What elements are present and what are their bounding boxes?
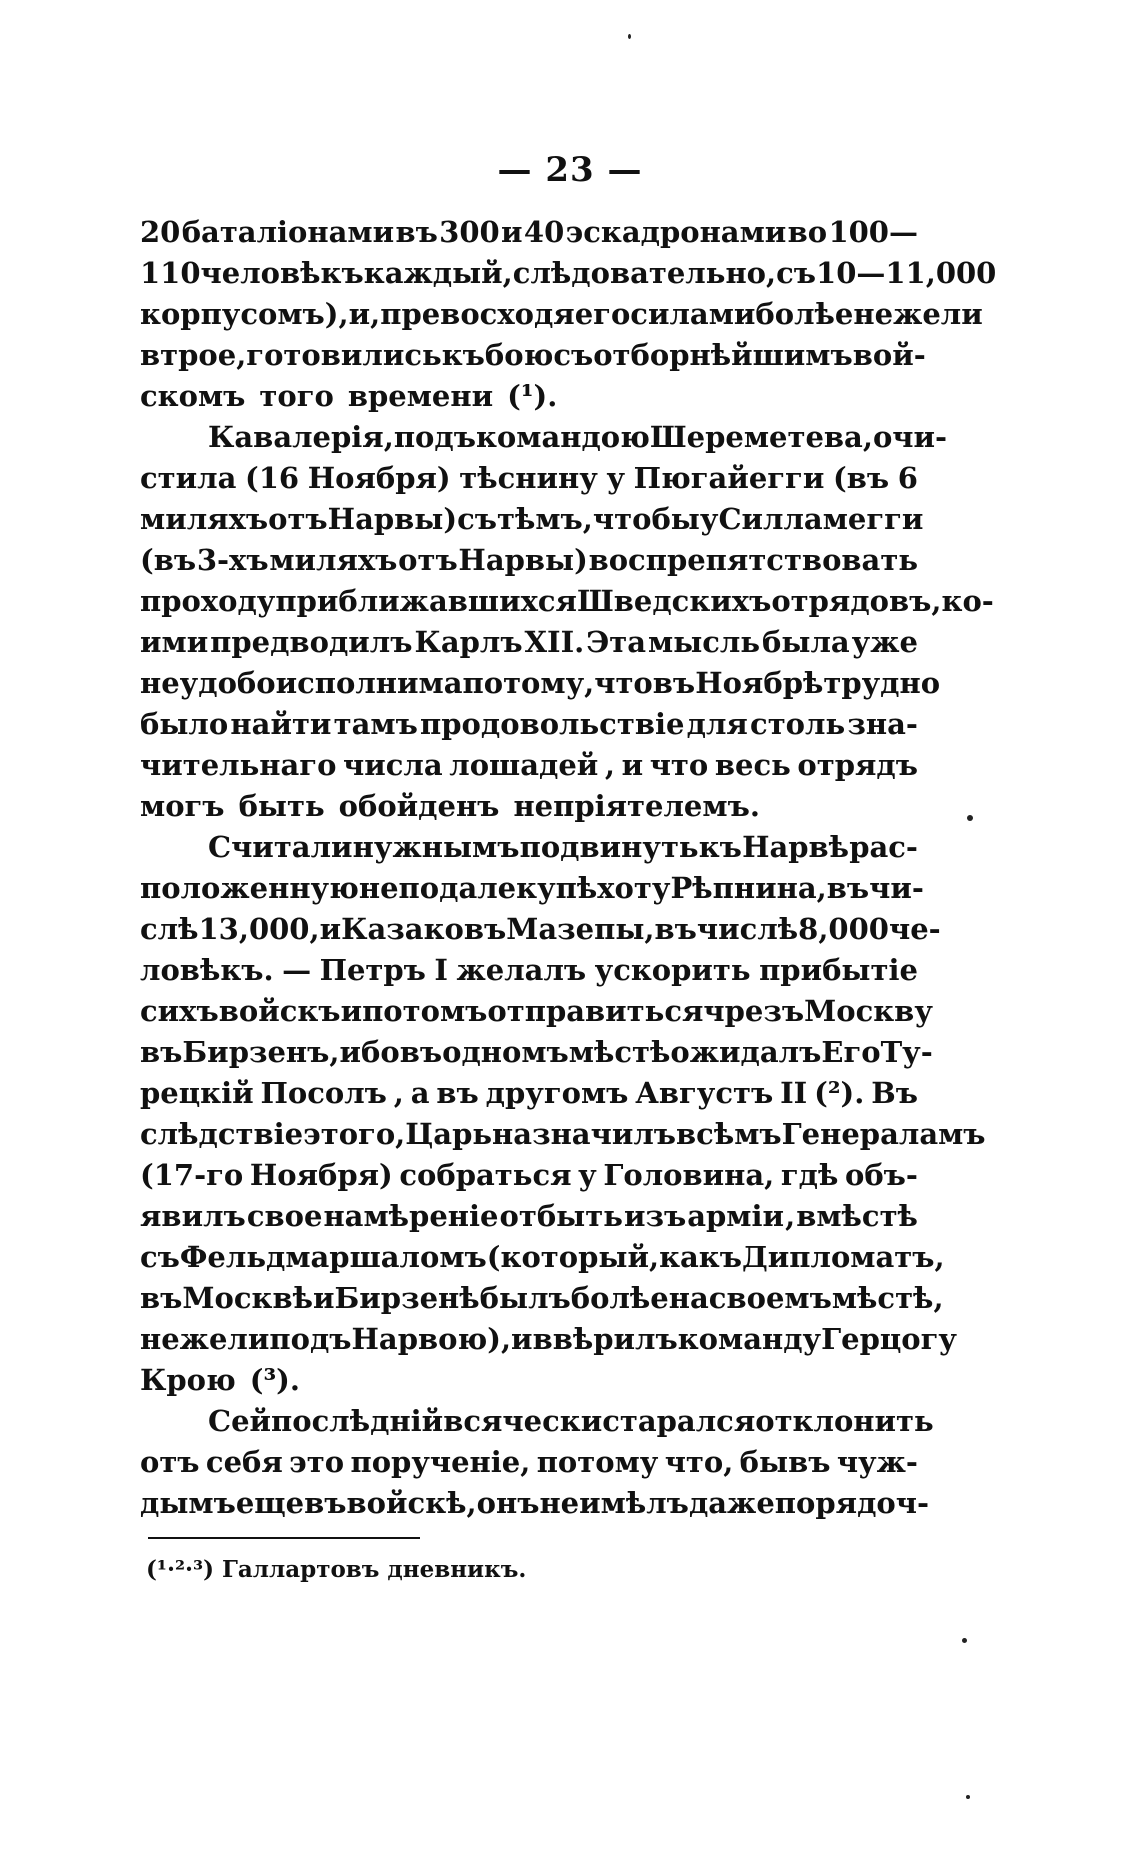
word: чуж- <box>836 1445 918 1479</box>
word: эскадронами <box>565 215 787 249</box>
word: чительнаго <box>140 748 337 782</box>
word: ловѣкъ. <box>140 953 274 987</box>
word: одномъ <box>442 1035 569 1069</box>
word: въ <box>652 666 696 700</box>
word: ускорить <box>594 953 751 987</box>
word: тѣснину <box>459 461 598 495</box>
word: проходу <box>140 584 276 618</box>
word: Ноябрѣ <box>695 666 824 700</box>
word: и <box>340 994 363 1028</box>
word: ввѣрилъ <box>532 1322 678 1356</box>
footnote: (¹·²·³) Галлартовъ дневникъ. <box>146 1556 527 1583</box>
word: отбыть <box>499 1199 623 1233</box>
text-line <box>140 991 933 1032</box>
word: свое <box>246 1199 323 1233</box>
word: во <box>787 215 828 249</box>
word: на <box>668 1281 709 1315</box>
word: Ноября) <box>249 1158 393 1192</box>
word: а <box>410 1076 430 1110</box>
word: (16 <box>245 461 300 495</box>
word: потомъ <box>362 994 488 1028</box>
word: мысль <box>648 625 761 659</box>
word: не <box>358 871 399 905</box>
text-line <box>140 294 983 335</box>
word: въ <box>436 1076 479 1110</box>
word: съ <box>776 256 817 290</box>
word: воспрепятствовать <box>588 543 918 577</box>
word: собраться <box>399 1158 572 1192</box>
word: рас- <box>849 830 918 864</box>
word: превосходя <box>380 297 575 331</box>
word: явилъ <box>140 1199 246 1233</box>
word: II <box>780 1076 808 1110</box>
word: Бирзенъ, <box>182 1035 340 1069</box>
word: его <box>574 297 631 331</box>
word: обойденъ <box>338 789 500 823</box>
word: порядоч- <box>774 1486 930 1520</box>
text-line <box>140 622 918 663</box>
word: 110 <box>140 256 201 290</box>
text-line <box>140 1032 933 1073</box>
word: отборнѣйшимъ <box>593 338 853 372</box>
text-line <box>140 1196 918 1237</box>
word: объ- <box>845 1158 918 1192</box>
word: отъ <box>140 1445 200 1479</box>
text-line <box>140 950 918 991</box>
word: че- <box>888 912 941 946</box>
word: всѣмъ <box>676 1117 782 1151</box>
text-line <box>140 704 918 745</box>
word: Нарвѣ <box>742 830 850 864</box>
word: гдѣ <box>780 1158 839 1192</box>
word: чи- <box>869 871 924 905</box>
word: Бирзенѣ <box>334 1281 480 1315</box>
text-line <box>140 499 924 540</box>
word: и <box>501 215 523 249</box>
word: для <box>686 707 748 741</box>
text-line <box>140 376 918 417</box>
text-line <box>140 868 924 909</box>
word: Ноября) <box>307 461 451 495</box>
text-line <box>140 540 918 581</box>
word: сихъ <box>140 994 219 1028</box>
word: этого, <box>303 1117 406 1151</box>
word: изъ <box>623 1199 687 1233</box>
text-line <box>140 335 926 376</box>
word: скомъ <box>140 379 246 413</box>
word: слѣдствіе <box>140 1117 304 1151</box>
word: въ <box>140 1035 183 1069</box>
word: и <box>319 912 342 946</box>
word: каждый, <box>363 256 513 290</box>
word: вой- <box>852 338 926 372</box>
word: слѣдовательно, <box>512 256 777 290</box>
word: съ <box>553 338 594 372</box>
word: времени <box>347 379 494 413</box>
word: (³). <box>249 1363 300 1397</box>
word: Нарвы) <box>458 543 588 577</box>
word: баталіонами <box>181 215 395 249</box>
text-line <box>140 212 918 253</box>
word: положенную <box>140 871 359 905</box>
word: человѣкъ <box>200 256 364 290</box>
word: зна- <box>847 707 918 741</box>
word: ожидалъ <box>670 1035 822 1069</box>
word: Шведскихъ <box>576 584 772 618</box>
word: тѣмъ, <box>497 502 593 536</box>
word: (который <box>486 1240 649 1274</box>
word: , <box>785 1199 796 1233</box>
body-text <box>140 212 997 1524</box>
word: и, <box>348 297 381 331</box>
word: старался <box>602 1404 756 1438</box>
word: Москву <box>804 994 933 1028</box>
word: порученіе, <box>350 1445 531 1479</box>
word: что <box>649 748 709 782</box>
scan-speck <box>628 34 631 39</box>
word: даже <box>688 1486 775 1520</box>
word: у <box>606 461 626 495</box>
word: Ту- <box>880 1035 933 1069</box>
word: въ <box>395 215 438 249</box>
word: 300 <box>439 215 500 249</box>
word: Казаковъ <box>341 912 507 946</box>
word: потому, <box>462 666 595 700</box>
word: другомъ <box>485 1076 629 1110</box>
word: къ <box>441 338 485 372</box>
word: Сей <box>208 1404 272 1438</box>
word: (17-го <box>140 1158 244 1192</box>
word: что <box>594 666 653 700</box>
word: столь <box>750 707 846 741</box>
word: послѣдній <box>271 1404 444 1438</box>
word: лошадей <box>449 748 599 782</box>
word: мѣстѣ, <box>831 1281 944 1315</box>
word: былъ <box>479 1281 571 1315</box>
word: , <box>648 1240 660 1274</box>
word: продовольствіе <box>420 707 685 741</box>
text-line <box>140 827 918 868</box>
word: у <box>578 1158 597 1192</box>
word: Герцогу <box>821 1322 957 1356</box>
word: Генераламъ <box>781 1117 986 1151</box>
word: бывъ <box>739 1445 831 1479</box>
word: ими <box>140 625 209 659</box>
word: всячески <box>443 1404 603 1438</box>
word: отрядъ <box>797 748 918 782</box>
word: своемъ <box>708 1281 832 1315</box>
text-line <box>140 253 997 294</box>
text-line <box>140 786 918 827</box>
word: миляхъ <box>140 502 269 536</box>
word: Въ <box>871 1076 918 1110</box>
word: въ <box>826 871 870 905</box>
word: нужнымъ <box>352 830 520 864</box>
word: Москвѣ <box>182 1281 313 1315</box>
word: къ <box>698 830 742 864</box>
text-line <box>140 581 994 622</box>
word: Его <box>821 1035 881 1069</box>
word: подъ <box>393 420 476 454</box>
text-line <box>140 1155 918 1196</box>
word: Крою <box>140 1363 236 1397</box>
word: какъ <box>659 1240 742 1274</box>
word: и <box>621 748 644 782</box>
text-line <box>140 1073 918 1114</box>
word: нежели <box>853 297 983 331</box>
word: 13,000, <box>198 912 320 946</box>
word: того <box>259 379 334 413</box>
word: трудно <box>823 666 941 700</box>
word: потому <box>536 1445 659 1479</box>
word: 6 <box>897 461 918 495</box>
text-line <box>140 1114 986 1155</box>
word: втрое, <box>140 338 247 372</box>
word: слѣ <box>140 912 199 946</box>
word: непріятелемъ. <box>513 789 760 823</box>
word: рецкій <box>140 1076 254 1110</box>
word: бою <box>484 338 554 372</box>
word: , <box>393 1076 404 1110</box>
scan-speck <box>966 1795 970 1799</box>
word: и <box>313 1281 335 1315</box>
text-line <box>140 745 918 786</box>
word: — <box>282 953 312 987</box>
text-line <box>140 417 948 458</box>
scan-speck <box>962 1638 967 1643</box>
word: подвинуть <box>519 830 699 864</box>
word: Карлъ <box>414 625 523 659</box>
word: стила <box>140 461 237 495</box>
word: Шереметева <box>649 420 863 454</box>
word: (въ <box>140 543 197 577</box>
word: числѣ <box>696 912 799 946</box>
word: Мазепы, <box>506 912 655 946</box>
text-line <box>140 1360 918 1401</box>
word: это <box>289 1445 345 1479</box>
text-line <box>140 1278 944 1319</box>
word: Эта <box>586 625 647 659</box>
text-line <box>140 1401 934 1442</box>
word: Головина, <box>603 1158 775 1192</box>
word: намѣреніе <box>323 1199 499 1233</box>
word: неудобоисполнима <box>140 666 463 700</box>
word: болѣе <box>755 297 854 331</box>
word: чтобы <box>592 502 700 536</box>
word: Фельдмаршаломъ <box>179 1240 487 1274</box>
word: въ <box>654 912 697 946</box>
word: Дипломатъ, <box>742 1240 945 1274</box>
word: командою <box>475 420 650 454</box>
text-line <box>140 663 941 704</box>
word: онъ <box>476 1486 540 1520</box>
word: пѣхоту <box>555 871 671 905</box>
word: Нарвою), <box>351 1322 512 1356</box>
word: приближавшихся <box>275 584 577 618</box>
word: (²). <box>814 1076 865 1110</box>
word: тамъ <box>333 707 418 741</box>
word: очи- <box>872 420 948 454</box>
word: (¹). <box>507 379 558 413</box>
word: съ <box>457 502 497 536</box>
text-line <box>140 458 918 499</box>
word: была <box>762 625 850 659</box>
text-line <box>140 1483 930 1524</box>
word: отъ <box>268 502 328 536</box>
word: предводилъ <box>210 625 413 659</box>
word: Кавалерія, <box>208 420 394 454</box>
word: готовились <box>246 338 442 372</box>
word: Рѣпнина, <box>670 871 827 905</box>
footnote-separator <box>148 1537 420 1539</box>
word: 3-хъ <box>196 543 269 577</box>
scan-speck <box>967 815 973 821</box>
word: Пюгайегги <box>633 461 825 495</box>
word: Посолъ <box>260 1076 387 1110</box>
word: Считали <box>208 830 353 864</box>
word: еще <box>235 1486 305 1520</box>
word: въ <box>399 1035 443 1069</box>
word: I <box>434 953 448 987</box>
word: подалеку <box>398 871 556 905</box>
word: отклонить <box>755 1404 934 1438</box>
word: Нарвы) <box>327 502 458 536</box>
word: Царь <box>405 1117 493 1151</box>
word: желалъ <box>456 953 587 987</box>
word: ко- <box>941 584 994 618</box>
word: въ <box>304 1486 347 1520</box>
word: отправиться <box>487 994 704 1028</box>
word: отъ <box>398 543 458 577</box>
word: прибытіе <box>759 953 918 987</box>
word: войскѣ, <box>346 1486 477 1520</box>
word: дымъ <box>140 1486 236 1520</box>
word: войскъ <box>218 994 341 1028</box>
word: назначилъ <box>492 1117 677 1151</box>
word: корпусомъ), <box>140 297 349 331</box>
word: быть <box>238 789 325 823</box>
word: могъ <box>140 789 225 823</box>
word: чрезъ <box>703 994 805 1028</box>
word: въ <box>140 1281 183 1315</box>
word: Августъ <box>635 1076 774 1110</box>
word: 20 <box>140 215 181 249</box>
word: Петръ <box>319 953 426 987</box>
word: было <box>140 707 229 741</box>
word: арміи <box>687 1199 785 1233</box>
word: нежели <box>140 1322 270 1356</box>
word: ибо <box>339 1035 400 1069</box>
word: не <box>539 1486 580 1520</box>
word: найти <box>230 707 332 741</box>
word: команду <box>677 1322 822 1356</box>
page-number: — 23 — <box>497 150 643 190</box>
word: у <box>699 502 719 536</box>
word: мѣстѣ <box>568 1035 671 1069</box>
word: съ <box>140 1240 180 1274</box>
word: Силламегги <box>718 502 924 536</box>
word: уже <box>851 625 918 659</box>
word: (въ <box>832 461 890 495</box>
word: весь <box>714 748 791 782</box>
word: болѣе <box>570 1281 669 1315</box>
word: отрядовъ, <box>771 584 942 618</box>
word: силами <box>630 297 756 331</box>
word: вмѣстѣ <box>796 1199 918 1233</box>
word: 100— <box>828 215 918 249</box>
word: числа <box>343 748 443 782</box>
word: 40 <box>523 215 565 249</box>
word: что, <box>664 1445 734 1479</box>
text-line <box>140 1319 957 1360</box>
text-line <box>140 1237 945 1278</box>
word: имѣлъ <box>579 1486 689 1520</box>
word: , <box>604 748 615 782</box>
word: 8,000 <box>798 912 889 946</box>
word: себя <box>205 1445 283 1479</box>
word: миляхъ <box>269 543 398 577</box>
word: , <box>862 420 873 454</box>
word: XII. <box>524 625 585 659</box>
word: подъ <box>269 1322 352 1356</box>
text-line <box>140 1442 918 1483</box>
word: и <box>511 1322 533 1356</box>
word: 10—11,000 <box>816 256 997 290</box>
text-line <box>140 909 941 950</box>
